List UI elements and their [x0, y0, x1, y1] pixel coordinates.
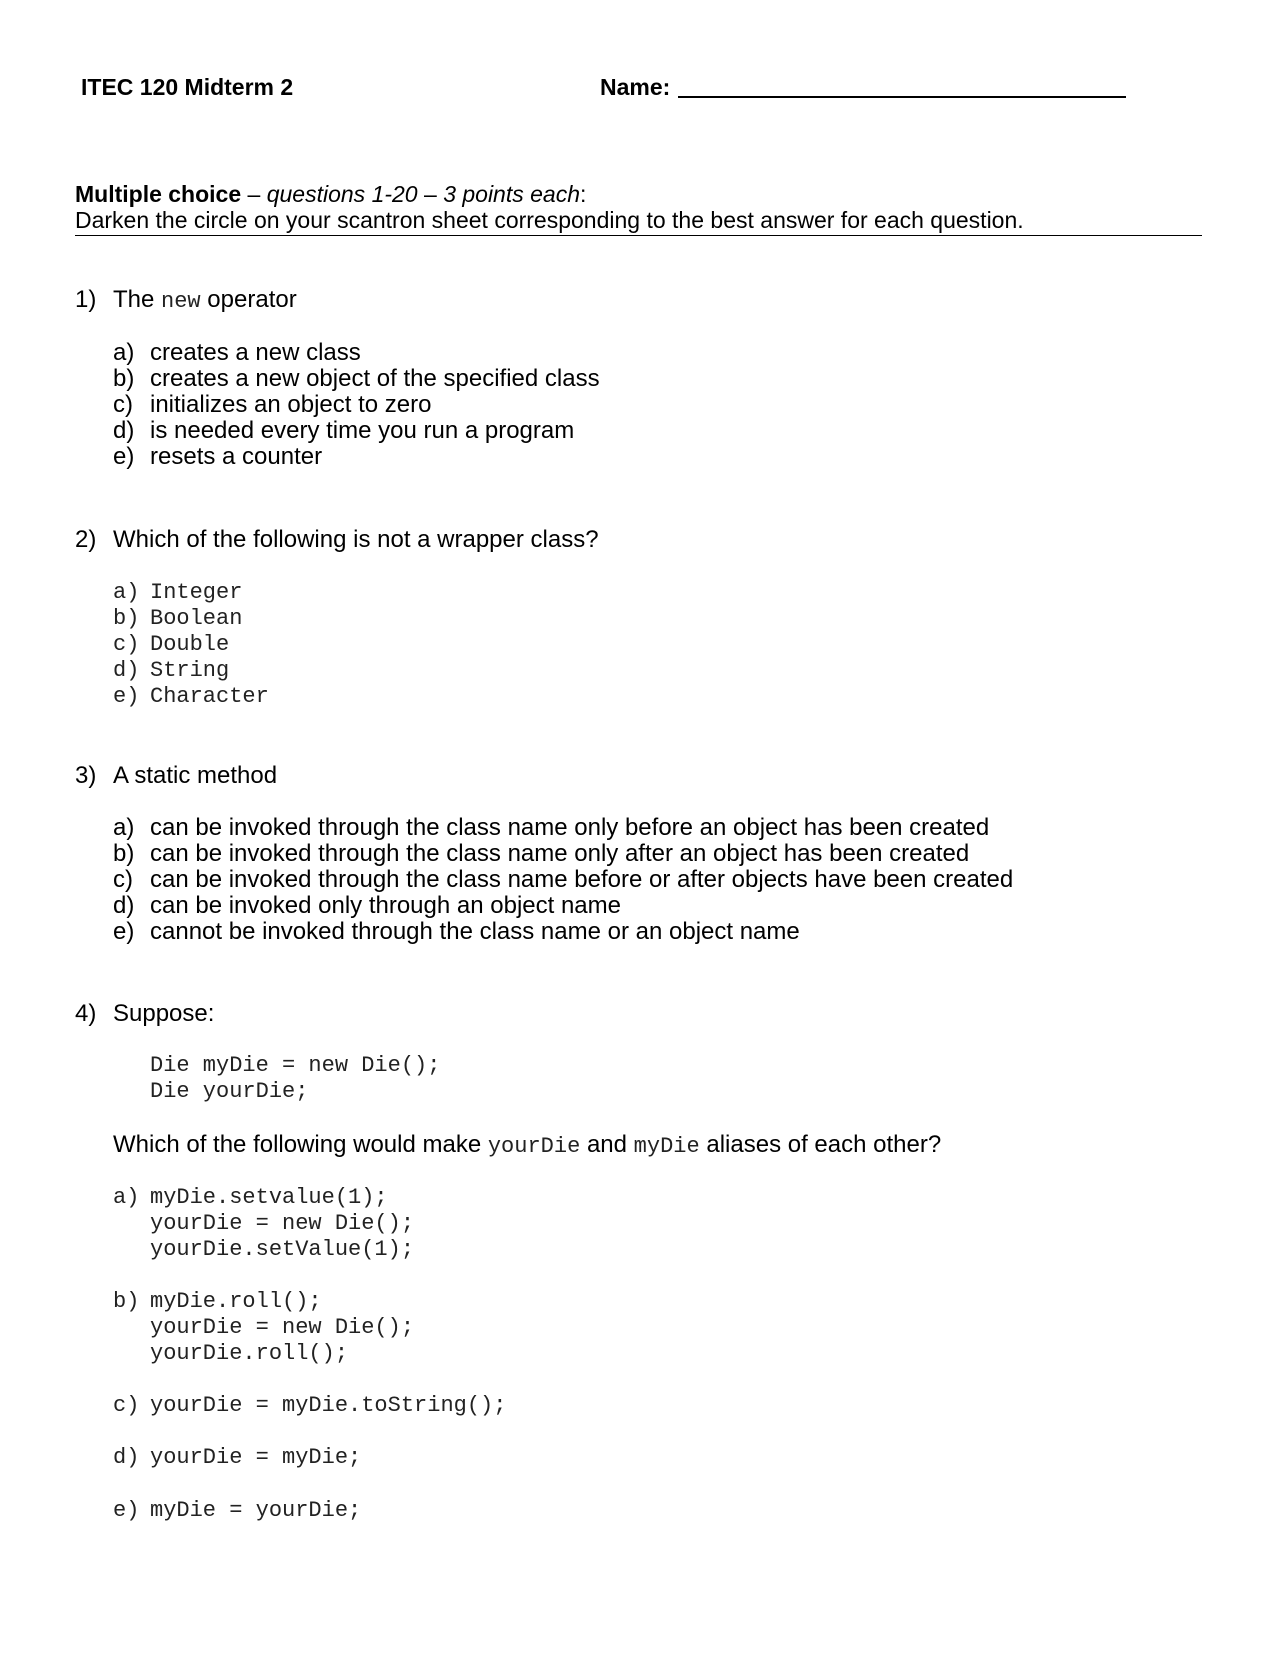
question-text-pre: The — [113, 286, 162, 313]
option-text: creates a new object of the specified class — [150, 365, 600, 392]
option-text: is needed every time you run a program — [150, 417, 575, 444]
option-label: c) — [113, 391, 133, 418]
section-points: 3 points each — [443, 181, 581, 207]
option-label: a) — [113, 580, 140, 605]
q4-code-line-1: Die myDie = new Die(); — [150, 1053, 441, 1078]
option-label: e) — [113, 684, 140, 709]
q4-option-b-line-3: yourDie.roll(); — [150, 1341, 349, 1366]
option-label: a) — [113, 339, 135, 366]
followup-post: aliases of each other? — [699, 1131, 942, 1158]
header-divider — [75, 235, 1202, 236]
option-text: cannot be invoked through the class name or an object name — [150, 918, 800, 945]
option-label: e) — [113, 918, 135, 945]
q4-option-a-line-2: yourDie = new Die(); — [150, 1211, 415, 1236]
option-text: String — [150, 658, 230, 683]
option-text: Double — [150, 632, 230, 657]
section-heading — [75, 181, 586, 208]
section-questions-range: questions 1-20 — [266, 181, 418, 207]
question-text-post: operator — [200, 286, 297, 313]
question-text: Suppose: — [113, 1000, 215, 1027]
option-label: b) — [113, 606, 140, 631]
q1-option-b[interactable] — [113, 365, 600, 393]
q2-option-a[interactable] — [113, 580, 242, 605]
q4-option-b[interactable] — [113, 1289, 322, 1314]
section-colon: : — [580, 181, 587, 207]
option-label: c) — [113, 632, 140, 657]
q3-option-e[interactable] — [113, 918, 800, 946]
name-field-line[interactable] — [678, 96, 1126, 98]
option-text: can be invoked only through an object name — [150, 892, 621, 919]
option-text: Character — [150, 684, 269, 709]
option-label: b) — [113, 1289, 140, 1314]
q1-option-c[interactable] — [113, 391, 431, 419]
question-text: A static method — [113, 762, 278, 789]
q3-option-b[interactable] — [113, 840, 969, 868]
followup-mid: and — [580, 1131, 634, 1158]
option-label: d) — [113, 658, 140, 683]
option-code-line: yourDie = myDie.toString(); — [150, 1393, 507, 1418]
option-text: can be invoked through the class name before or after objects have been created — [150, 866, 1014, 893]
q1-option-a[interactable] — [113, 339, 361, 367]
option-code-line: yourDie = myDie; — [150, 1445, 362, 1470]
q4-option-c[interactable] — [113, 1393, 506, 1418]
option-text: resets a counter — [150, 443, 323, 470]
followup-code-1: yourDie — [487, 1134, 581, 1159]
followup-code-2: myDie — [633, 1134, 700, 1159]
option-label: b) — [113, 840, 135, 867]
q1-option-e[interactable] — [113, 443, 322, 471]
option-text: can be invoked through the class name only before an object has been created — [150, 814, 990, 841]
option-label: e) — [113, 1498, 140, 1523]
option-label: e) — [113, 443, 135, 470]
option-label: d) — [113, 1445, 140, 1470]
option-code-line: myDie.setvalue(1); — [150, 1185, 388, 1210]
q4-option-a-line-3: yourDie.setValue(1); — [150, 1237, 415, 1262]
question-number: 3) — [75, 762, 97, 789]
option-label: d) — [113, 417, 135, 444]
option-code-line: myDie.roll(); — [150, 1289, 322, 1314]
q2-option-c[interactable] — [113, 632, 229, 657]
name-label: Name: — [600, 74, 671, 100]
option-label: b) — [113, 365, 135, 392]
q4-option-e[interactable] — [113, 1498, 361, 1523]
q1-option-d[interactable] — [113, 417, 574, 445]
exam-title: ITEC 120 Midterm 2 — [81, 74, 294, 100]
q4-option-a[interactable] — [113, 1185, 388, 1210]
q3-option-d[interactable] — [113, 892, 621, 920]
section-title: Multiple choice — [75, 181, 242, 207]
section-sep-1: – — [241, 181, 267, 207]
question-text: Which of the following is not a wrapper class? — [113, 526, 599, 553]
option-label: c) — [113, 1393, 140, 1418]
option-label: c) — [113, 866, 133, 893]
question-number: 2) — [75, 526, 97, 553]
q2-option-e[interactable] — [113, 684, 269, 709]
option-text: creates a new class — [150, 339, 361, 366]
q3-option-a[interactable] — [113, 814, 989, 842]
option-text: Integer — [150, 580, 243, 605]
followup-pre: Which of the following would make — [113, 1131, 488, 1158]
q4-option-b-line-2: yourDie = new Die(); — [150, 1315, 415, 1340]
q3-option-c[interactable] — [113, 866, 1013, 894]
question-text — [113, 286, 297, 314]
option-label: d) — [113, 892, 135, 919]
option-code-line: myDie = yourDie; — [150, 1498, 362, 1523]
code-keyword: new — [161, 289, 201, 314]
q4-followup-question — [113, 1131, 941, 1159]
question-number: 1) — [75, 286, 97, 313]
option-label: a) — [113, 814, 135, 841]
q2-option-d[interactable] — [113, 658, 229, 683]
option-text: initializes an object to zero — [150, 391, 432, 418]
section-sep-2: – — [417, 181, 444, 207]
q4-code-line-2: Die yourDie; — [150, 1079, 309, 1104]
option-label: a) — [113, 1185, 140, 1210]
q4-option-d[interactable] — [113, 1445, 361, 1470]
q2-option-b[interactable] — [113, 606, 242, 631]
question-number: 4) — [75, 1000, 97, 1027]
option-text: Boolean — [150, 606, 243, 631]
instructions: Darken the circle on your scantron sheet corresponding to the best answer for each question. — [75, 207, 1024, 233]
option-text: can be invoked through the class name only after an object has been created — [150, 840, 970, 867]
